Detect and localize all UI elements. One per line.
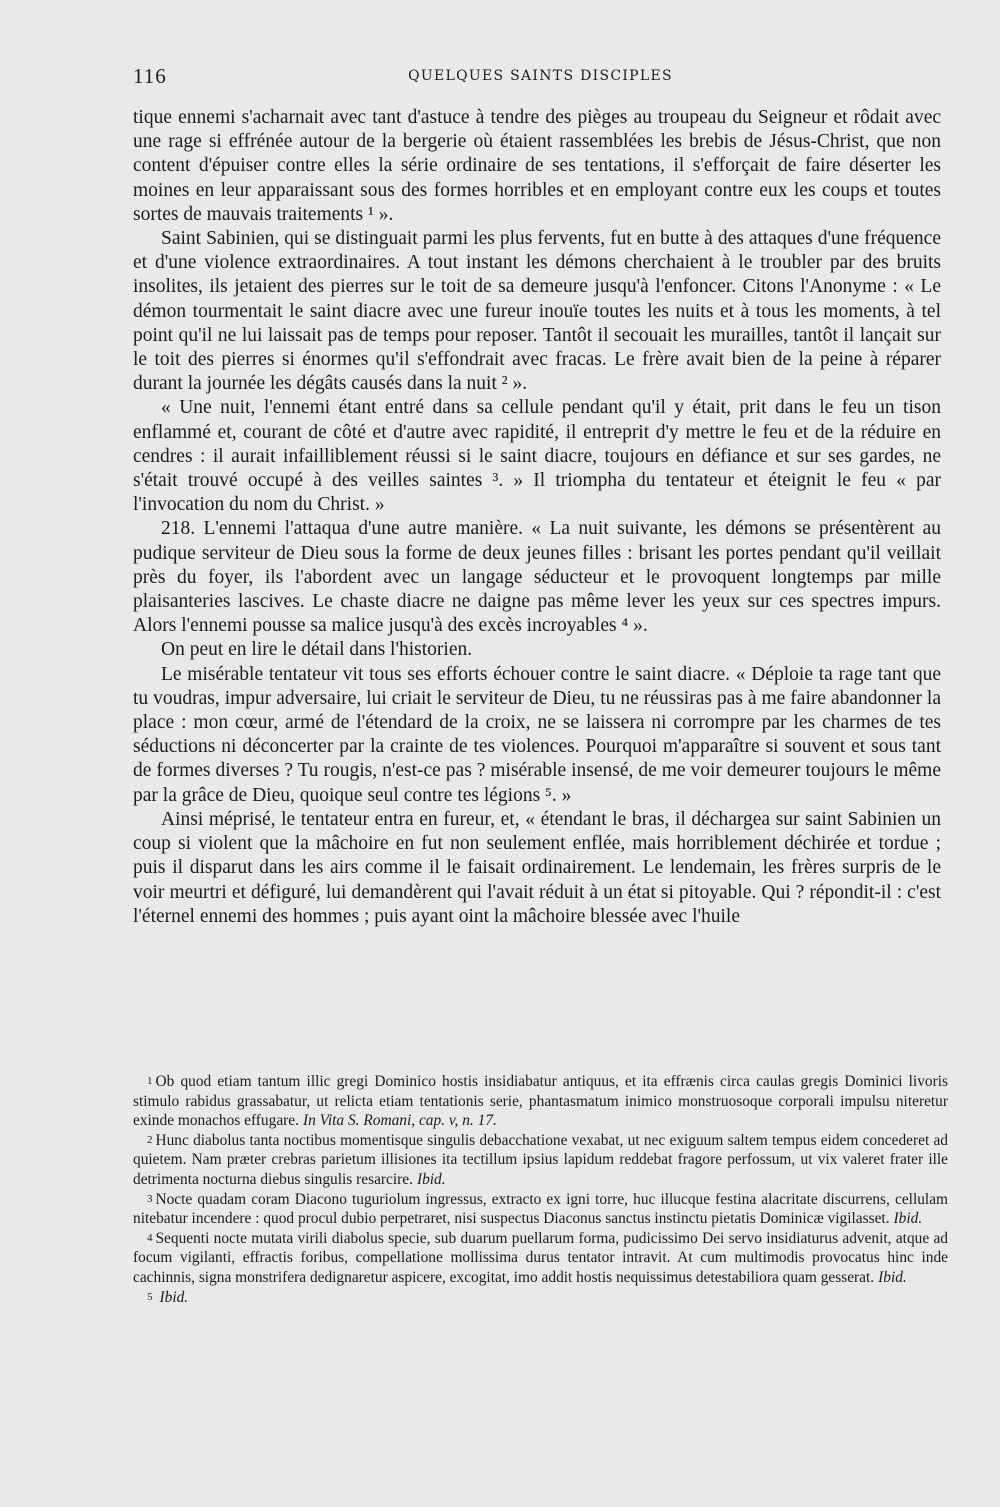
footnote-mark: 4 bbox=[147, 1231, 153, 1244]
page-number: 116 bbox=[133, 64, 167, 88]
footnote bbox=[133, 1288, 948, 1308]
main-text bbox=[133, 106, 941, 929]
footnote-text: Ob quod etiam tantum illic gregi Dominico hostis insidiabatur antiquus, et ita effrænis circa caulas gregis Dominici livoris stimulo rabidus grassabatur, ut relicta etiam tentationis serie, phantasmatum inimico monstruosoque corporali impulsu niteretur exinde monachos effugare. bbox=[133, 1073, 948, 1130]
footnote-source: In Vita S. Romani, cap. v, n. 17. bbox=[302, 1112, 497, 1130]
footnote-source: Ibid. bbox=[416, 1170, 446, 1188]
footnote-mark: 5 bbox=[147, 1290, 153, 1303]
footnote-source: Ibid. bbox=[893, 1210, 923, 1228]
running-title: QUELQUES SAINTS DISCIPLES bbox=[408, 68, 673, 84]
paragraph: « Une nuit, l'ennemi étant entré dans sa cellule pendant qu'il y était, prit dans le feu un tison enflammé et, courant de côté et d'autre avec rapidité, il entreprit d'y mettre le feu et de la réduire en cendres : il aurait infailliblement réussi si le saint diacre, toujours en défiance et sur ses gardes, ne s'était trouvé occupé à des veilles saintes ³. » Il triompha du tentateur et éteignit le feu « par l'invocation du nom du Christ. » bbox=[133, 397, 941, 516]
footnote-mark: 2 bbox=[147, 1133, 153, 1146]
page-header bbox=[133, 64, 948, 94]
footnotes bbox=[133, 1072, 948, 1307]
footnote-mark: 1 bbox=[147, 1075, 153, 1087]
paragraph: Saint Sabinien, qui se distinguait parmi les plus fervents, fut en butte à des attaques d'une fréquence et d'une violence extraordinaires. A tout instant les démons cherchaient à le troubler par des bruits insolites, ils jetaient des pierres sur le toit de sa demeure jusqu'à l'enfoncer. Citons l'Anonyme : « Le démon tourmentait le saint diacre avec une fureur inouïe toutes les nuits et à tous les moments, à tel point qu'il ne lui laissait pas de temps pour reposer. Tantôt il secouait les murailles, tantôt il lançait sur le toit des pierres si énormes qu'il s'effondrait avec fracas. Le frère avait bien de la peine à réparer durant la journée les dégâts causés dans la nuit ² ». bbox=[133, 228, 941, 395]
paragraph: tique ennemi s'acharnait avec tant d'astuce à tendre des pièges au troupeau du Seigneur et rôdait avec une rage si effrénée autour de la bergerie où étaient rassemblées les brebis de Jésus-Christ, que non content d'épuiser contre elles la série ordinaire de ses tentations, il s'efforçait de faire déserter les moines en leur apparaissant sous des formes horribles et en employant contre eux les coups et toutes sortes de mauvais traitements ¹ ». bbox=[133, 107, 941, 225]
paragraph: On peut en lire le détail dans l'historien. bbox=[161, 639, 473, 661]
footnote-source: Ibid. bbox=[878, 1268, 907, 1286]
footnote-text: Nocte quadam coram Diacono tuguriolum ingressus, extracto ex igni torre, huc illucque festina alacritate discurrens, cellulam nitebatur incendere : quod procul dubio perpetraret, nisi suspectus Diaconus sanctus instinctu pietatis Dominicæ vigilasset. bbox=[133, 1190, 948, 1228]
footnote-source: Ibid. bbox=[159, 1288, 189, 1306]
footnote bbox=[133, 1190, 948, 1229]
footnote bbox=[133, 1131, 948, 1190]
footnote-text: Sequenti nocte mutata virili diabolus specie, sub duarum puellarum forma, pudicissimo Dei servo insidiaturus advenit, atque ad focum vigilanti, effractis foribus, compellatione mollissima durus tentator intravit. At cum multimodis provocatus hinc inde cachinnis, signa monstrifera dedignaretur aspicere, excogitat, imo addit hostis nequissimus detestabiliora quam gesserat. bbox=[133, 1229, 948, 1286]
footnote bbox=[133, 1072, 948, 1131]
footnote-text: Hunc diabolus tanta noctibus momentisque singulis debacchatione vexabat, ut nec exiguum saltem tempus eidem concederet ad quietem. Nam præter crebras parietum illisiones ita tectillum ipsius lapidum reddebat fragore perfossum, ut vix valeret frater ille detrimenta nocturna diebus singulis resarcire. bbox=[133, 1131, 948, 1188]
footnote bbox=[133, 1229, 948, 1288]
footnote-mark: 3 bbox=[147, 1192, 153, 1205]
paragraph: Ainsi méprisé, le tentateur entra en fureur, et, « étendant le bras, il déchargea sur saint Sabinien un coup si violent que la mâchoire en fut non seulement enflée, mais horriblement déchirée et tordue ; puis il disparut dans les airs comme il le faisait ordinairement. Le lendemain, les frères surpris de le voir meurtri et défiguré, lui demandèrent qui l'avait réduit à un état si pitoyable. Qui ? répondit-il : c'est l'éternel ennemi des hommes ; puis ayant oint la mâchoire blessée avec l'huile bbox=[133, 808, 941, 927]
paragraph: Le misérable tentateur vit tous ses efforts échouer contre le saint diacre. « Déploie ta rage tant que tu voudras, impur adversaire, lui criait le serviteur de Dieu, tu ne réussiras pas à me faire abandonner la place : mon cœur, armé de l'étendard de la croix, ne se laissera ni corrompre par les charmes de tes séductions ni déconcerter par la crainte de tes violences. Pourquoi m'apparaître si souvent et sous tant de formes diverses ? Tu rougis, n'est-ce pas ? misérable insensé, de me voir demeurer toujours le même par la grâce de Dieu, quoique seul contre tes légions ⁵. » bbox=[133, 663, 941, 806]
paragraph: 218. L'ennemi l'attaqua d'une autre manière. « La nuit suivante, les démons se présentèrent au pudique serviteur de Dieu sous la forme de deux jeunes filles : brisant les portes pendant qu'il veillait près du foyer, ils l'abordent avec un langage séducteur et le provoquent longtemps par mille plaisanteries lascives. Le chaste diacre ne daigne pas même lever les yeux sur ces spectres impurs. Alors l'ennemi pousse sa malice jusqu'à des excès incroyables ⁴ ». bbox=[133, 518, 941, 637]
